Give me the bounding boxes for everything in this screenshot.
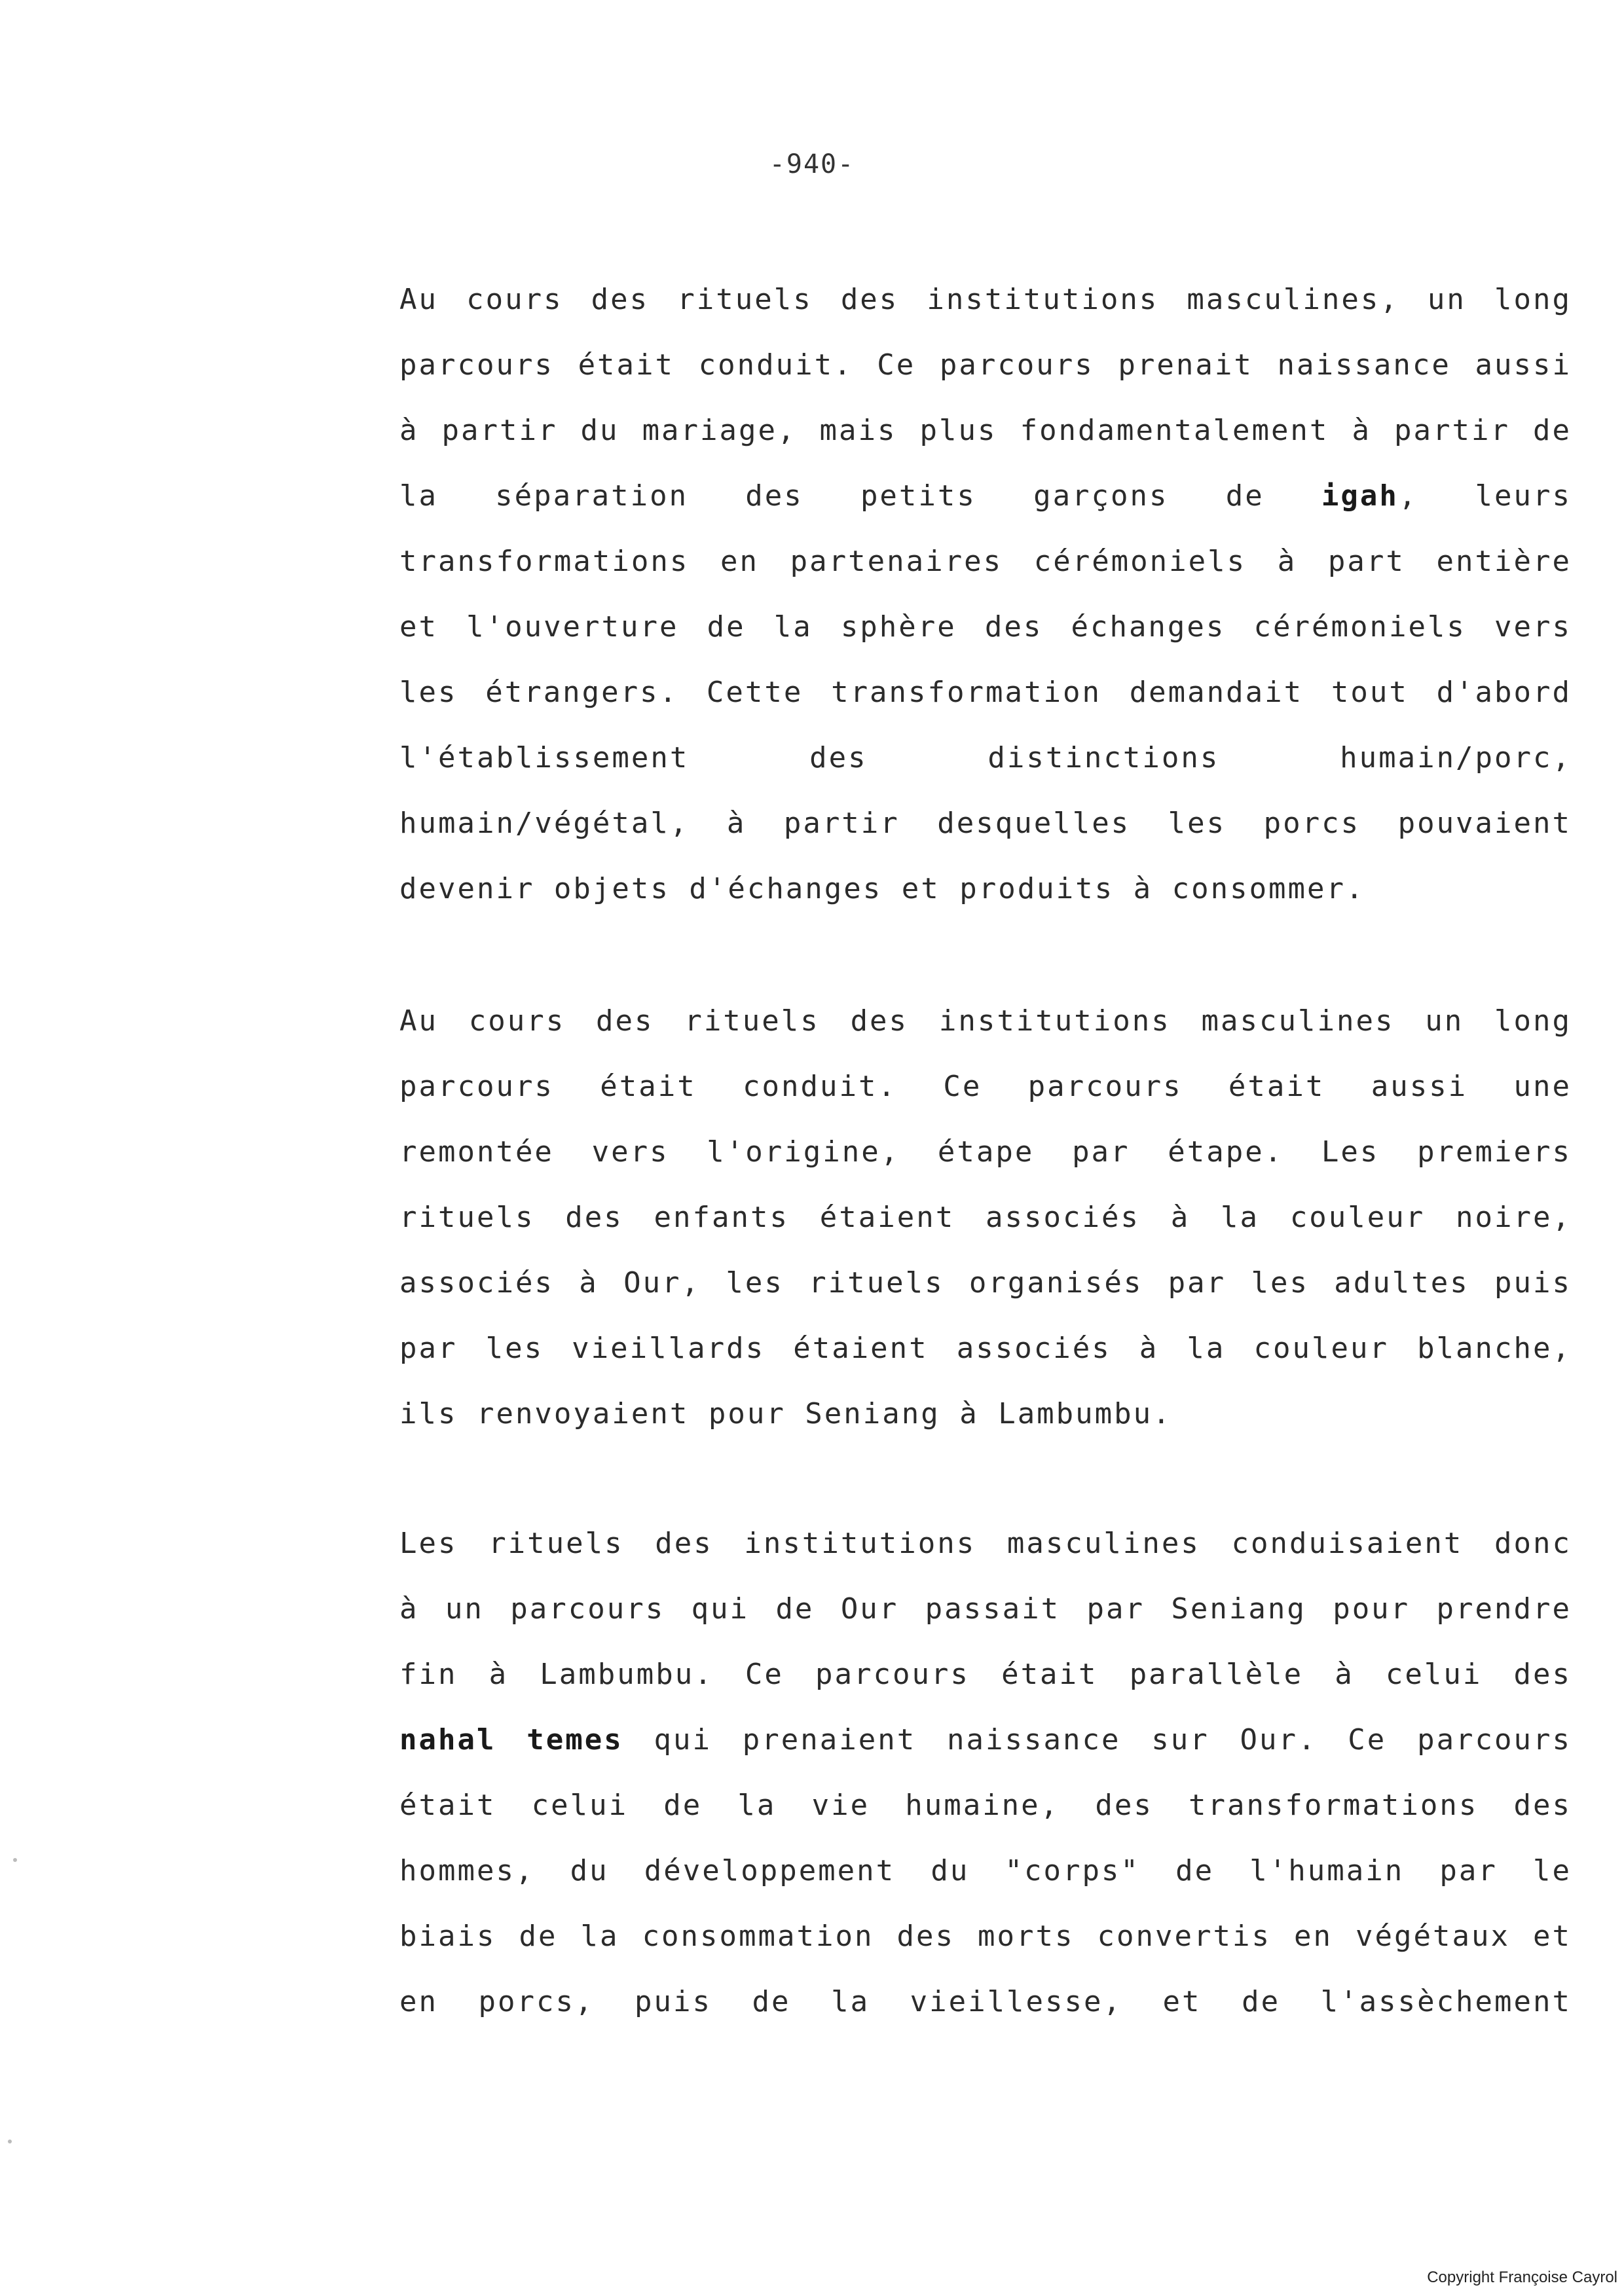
paragraph-1: [399, 267, 1572, 922]
text-line: rituels des enfants étaient associés à la couleur noire,: [399, 1201, 1572, 1234]
text-line: parcours était conduit. Ce parcours prenait naissance aussi: [399, 348, 1572, 382]
text-line: par les vieillards étaient associés à la couleur blanche,: [399, 1332, 1572, 1365]
text-line: ils renvoyaient pour Seniang à Lambumbu.: [399, 1397, 1172, 1430]
text-line: hommes, du développement du "corps" de l'humain par le: [399, 1854, 1572, 1887]
paragraph-2: [399, 989, 1572, 1447]
text-line: [399, 464, 1572, 529]
paragraph-3: [399, 1511, 1572, 2035]
text-line: remontée vers l'origine, étape par étape. Les premiers: [399, 1135, 1572, 1169]
text-line: était celui de la vie humaine, des transformations des: [399, 1789, 1572, 1822]
text-line: Au cours des rituels des institutions masculines un long: [399, 1004, 1572, 1038]
page-number: -940-: [769, 149, 855, 179]
text-line: l'établissement des distinctions humain/porc,: [399, 741, 1572, 774]
text-line: transformations en partenaires cérémoniels à part entière: [399, 545, 1572, 578]
scan-speck: [13, 1858, 17, 1862]
text-line: biais de la consommation des morts convertis en végétaux et: [399, 1920, 1572, 1953]
text-line: devenir objets d'échanges et produits à consommer.: [399, 872, 1365, 905]
text-line: [399, 1707, 1572, 1773]
text-line: les étrangers. Cette transformation demandait tout d'abord: [399, 676, 1572, 709]
text-line: parcours était conduit. Ce parcours était aussi une: [399, 1070, 1572, 1103]
text-line: associés à Our, les rituels organisés par les adultes puis: [399, 1266, 1572, 1300]
text-line: en porcs, puis de la vieillesse, et de l'assèchement: [399, 1985, 1572, 2018]
text-line: à partir du mariage, mais plus fondamentalement à partir de: [399, 414, 1572, 447]
copyright-notice: Copyright Françoise Cayrol: [1427, 2269, 1617, 2286]
text-line: humain/végétal, à partir desquelles les porcs pouvaient: [399, 807, 1572, 840]
text-line: à un parcours qui de Our passait par Seniang pour prendre: [399, 1592, 1572, 1626]
text-line: Les rituels des institutions masculines conduisaient donc: [399, 1527, 1572, 1560]
text-line: fin à Lambumbu. Ce parcours était parallèle à celui des: [399, 1658, 1572, 1691]
scan-speck: [8, 2140, 12, 2143]
text-segment: , leurs: [1398, 479, 1572, 513]
text-line: Au cours des rituels des institutions masculines, un long: [399, 283, 1572, 316]
text-segment: qui prenaient naissance sur Our. Ce parcours: [623, 1723, 1572, 1757]
text-line: et l'ouverture de la sphère des échanges cérémoniels vers: [399, 610, 1572, 644]
emphasis-term-nahal-temes: nahal temes: [399, 1723, 623, 1757]
emphasis-term-igah: igah: [1321, 479, 1399, 513]
text-segment: la séparation des petits garçons de: [399, 479, 1321, 513]
